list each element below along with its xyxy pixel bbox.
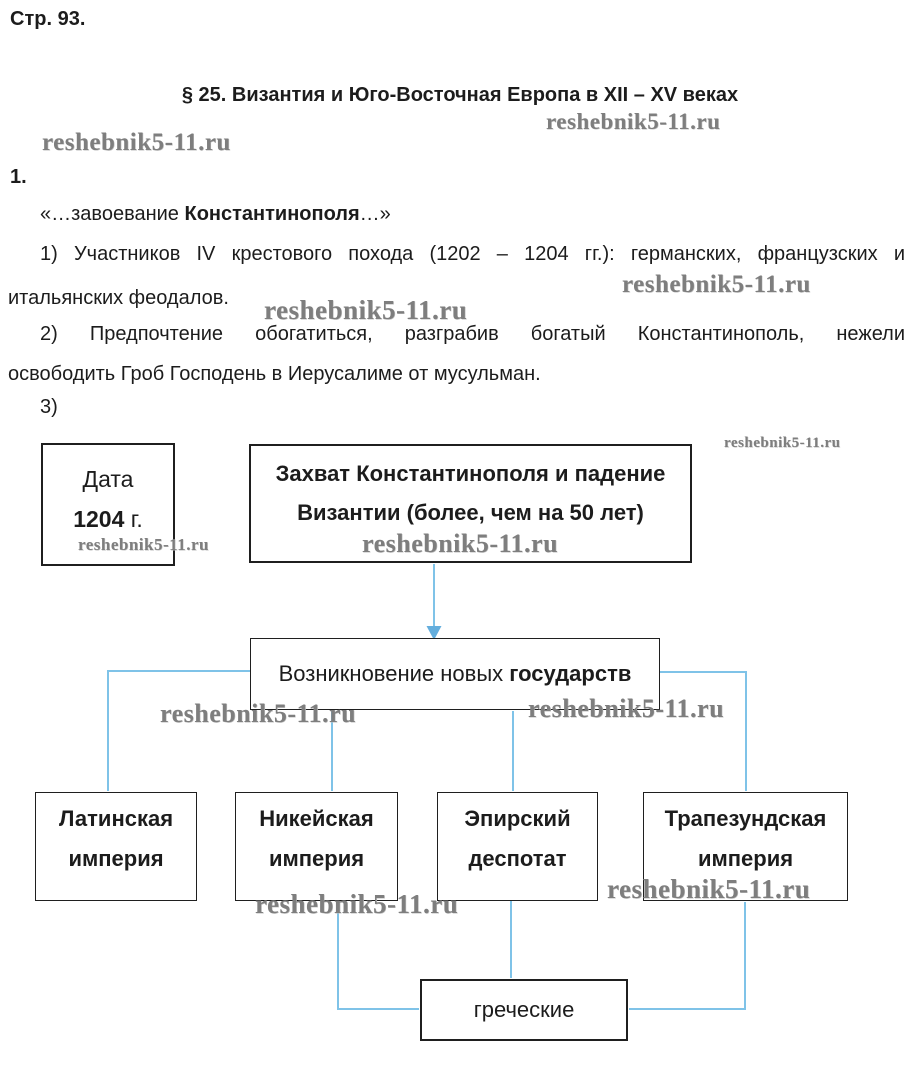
answer2-line1: 2) Предпочтение обогатиться, разграбив богатый Константинополь, нежели (40, 323, 905, 345)
state-line2: империя (697, 846, 794, 871)
page-number: Стр. 93. (10, 8, 86, 30)
state-line1: Латинская (58, 806, 174, 831)
state-line1: Эпирский (464, 806, 571, 831)
quote-line (8, 203, 905, 226)
date-value (73, 499, 143, 539)
item3-label: 3) (40, 396, 58, 418)
answer2-line2: освободить Гроб Господень в Иерусалиме от мусульман. (8, 363, 541, 385)
date-label: Дата (82, 466, 134, 492)
date-year: 1204 (73, 506, 125, 532)
quote-prefix: «…завоевание (40, 203, 185, 225)
state-box-epirus-despotate (437, 792, 598, 901)
state-line2: деспотат (468, 846, 567, 871)
state-line2: империя (68, 846, 164, 871)
page-title: § 25. Византия и Юго-Восточная Европа в XII – XV веках (181, 84, 739, 106)
connector-result-to-state1 (108, 671, 251, 791)
watermark: reshebnik5-11.ru (42, 129, 231, 156)
connector-state4-to-category (629, 902, 745, 1009)
result-bold-term: государств (509, 661, 632, 686)
result-text (279, 654, 632, 694)
watermark: reshebnik5-11.ru (78, 535, 209, 554)
state-line2: империя (268, 846, 365, 871)
watermark: reshebnik5-11.ru (160, 699, 357, 728)
event-line2: Византии (более, чем на 50 лет) (297, 500, 644, 525)
watermark: reshebnik5-11.ru (622, 271, 811, 298)
connector-result-to-state4 (659, 672, 746, 791)
watermark: reshebnik5-11.ru (724, 435, 841, 451)
event-line1: Захват Константинополя и падение (275, 461, 666, 486)
answer1-line2: итальянских феодалов. (8, 287, 229, 309)
watermark: reshebnik5-11.ru (528, 694, 725, 723)
category-label: греческие (473, 997, 575, 1022)
quote-bold-term: Константинополя (184, 203, 360, 225)
state-line1: Никейская (259, 806, 374, 831)
watermark: reshebnik5-11.ru (362, 529, 559, 558)
state-box-nicaea-empire (235, 792, 398, 901)
state-box-latin-empire (35, 792, 197, 901)
date-year-suffix: г. (124, 506, 143, 532)
state-line1: Трапезундская (664, 806, 827, 831)
category-box (420, 979, 628, 1041)
watermark: reshebnik5-11.ru (607, 874, 811, 904)
watermark: reshebnik5-11.ru (546, 109, 721, 134)
quote-suffix: …» (359, 203, 391, 225)
watermark: reshebnik5-11.ru (255, 889, 459, 919)
answer1-line1: 1) Участников IV крестового похода (1202 – 1204 гг.): германских, французских и (40, 243, 905, 265)
task-number: 1. (10, 166, 27, 188)
result-prefix: Возникновение новых (278, 661, 510, 686)
watermark: reshebnik5-11.ru (264, 295, 468, 325)
